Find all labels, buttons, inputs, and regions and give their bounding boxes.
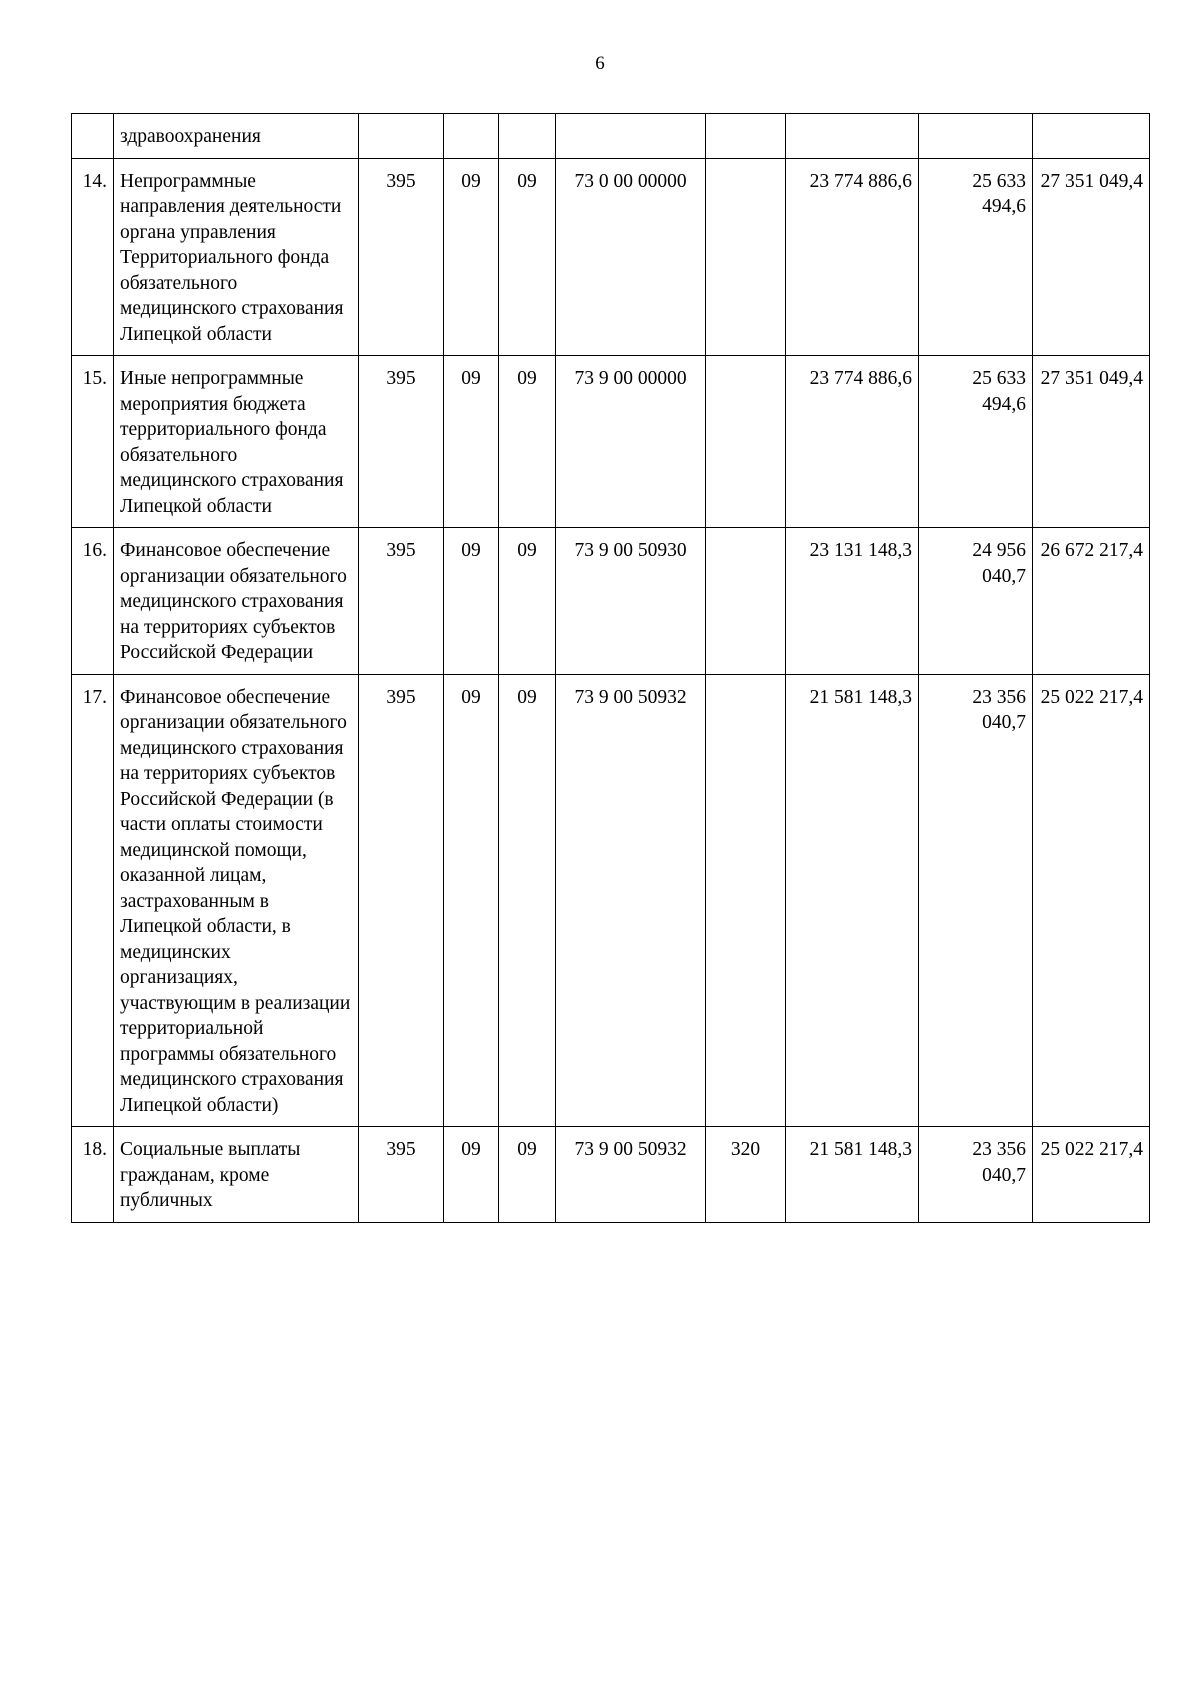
row-subsection: 09 — [499, 674, 556, 1127]
row-name: Финансовое обеспечение организации обязательного медицинского страхования на территориях субъектов Российской Федерации (в части оплаты стоимости медицинской помощи, оказанной лицам, застрахованным в Липецкой области, в медицинских организациях, участвующим в реализации территориальной программы обязательного медицинского страхования Липецкой области) — [114, 674, 359, 1127]
row-target-article: 73 9 00 50930 — [556, 528, 706, 675]
row-amount-year2: 25 633 494,6 — [919, 356, 1033, 528]
row-number: 17. — [72, 674, 114, 1127]
row-section: 09 — [444, 1127, 499, 1223]
row-amount-year1 — [786, 114, 919, 159]
row-number: 16. — [72, 528, 114, 675]
row-number — [72, 114, 114, 159]
row-amount-year2 — [919, 114, 1033, 159]
row-subsection: 09 — [499, 158, 556, 356]
row-name: Иные непрограммные мероприятия бюджета территориального фонда обязательного медицинского страхования Липецкой области — [114, 356, 359, 528]
row-amount-year2: 25 633 494,6 — [919, 158, 1033, 356]
row-admin-code: 395 — [359, 674, 444, 1127]
table-row-continuation — [72, 114, 1150, 159]
row-subsection: 09 — [499, 356, 556, 528]
row-amount-year3 — [1033, 114, 1150, 159]
row-amount-year1: 21 581 148,3 — [786, 674, 919, 1127]
row-amount-year1: 21 581 148,3 — [786, 1127, 919, 1223]
row-target-article: 73 9 00 50932 — [556, 1127, 706, 1223]
row-admin-code: 395 — [359, 528, 444, 675]
row-section: 09 — [444, 158, 499, 356]
table-row-18 — [72, 1127, 1150, 1223]
row-subsection: 09 — [499, 1127, 556, 1223]
row-expense-type — [706, 356, 786, 528]
row-admin-code: 395 — [359, 356, 444, 528]
table-row-16 — [72, 528, 1150, 675]
row-section: 09 — [444, 528, 499, 675]
row-amount-year3: 25 022 217,4 — [1033, 1127, 1150, 1223]
row-expense-type — [706, 158, 786, 356]
row-target-article — [556, 114, 706, 159]
row-subsection: 09 — [499, 528, 556, 675]
row-name: здравоохранения — [114, 114, 359, 159]
row-amount-year1: 23 774 886,6 — [786, 158, 919, 356]
row-admin-code — [359, 114, 444, 159]
row-expense-type — [706, 114, 786, 159]
row-subsection — [499, 114, 556, 159]
row-amount-year1: 23 131 148,3 — [786, 528, 919, 675]
row-admin-code: 395 — [359, 158, 444, 356]
row-name: Финансовое обеспечение организации обязательного медицинского страхования на территориях субъектов Российской Федерации — [114, 528, 359, 675]
table-row-14 — [72, 158, 1150, 356]
row-section: 09 — [444, 356, 499, 528]
row-amount-year2: 23 356 040,7 — [919, 674, 1033, 1127]
row-section: 09 — [444, 674, 499, 1127]
budget-table — [71, 113, 1150, 1223]
row-amount-year3: 27 351 049,4 — [1033, 158, 1150, 356]
row-target-article: 73 9 00 00000 — [556, 356, 706, 528]
row-amount-year2: 24 956 040,7 — [919, 528, 1033, 675]
row-target-article: 73 9 00 50932 — [556, 674, 706, 1127]
row-number: 18. — [72, 1127, 114, 1223]
row-expense-type — [706, 528, 786, 675]
row-number: 15. — [72, 356, 114, 528]
page-number: 6 — [595, 53, 605, 74]
table-row-15 — [72, 356, 1150, 528]
row-expense-type — [706, 674, 786, 1127]
table-row-17 — [72, 674, 1150, 1127]
row-name: Социальные выплаты гражданам, кроме публичных — [114, 1127, 359, 1223]
row-amount-year3: 26 672 217,4 — [1033, 528, 1150, 675]
row-number: 14. — [72, 158, 114, 356]
row-section — [444, 114, 499, 159]
row-amount-year3: 27 351 049,4 — [1033, 356, 1150, 528]
row-amount-year1: 23 774 886,6 — [786, 356, 919, 528]
row-amount-year2: 23 356 040,7 — [919, 1127, 1033, 1223]
row-target-article: 73 0 00 00000 — [556, 158, 706, 356]
row-amount-year3: 25 022 217,4 — [1033, 674, 1150, 1127]
row-name: Непрограммные направления деятельности органа управления Территориального фонда обязательного медицинского страхования Липецкой области — [114, 158, 359, 356]
row-expense-type: 320 — [706, 1127, 786, 1223]
row-admin-code: 395 — [359, 1127, 444, 1223]
